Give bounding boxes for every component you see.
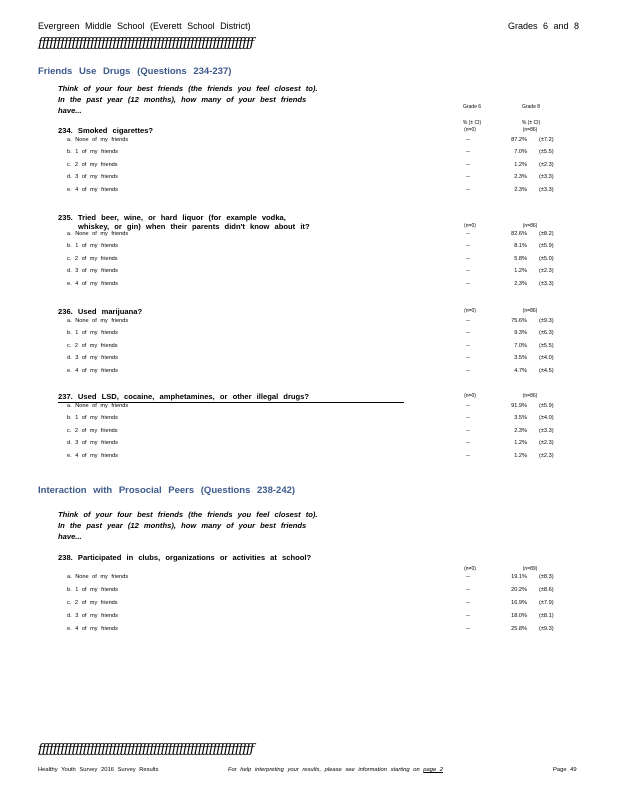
footer-help-text bbox=[228, 767, 443, 773]
grade-6-value: -- bbox=[466, 625, 470, 632]
grade-8-confidence-interval: (±2.3) bbox=[539, 268, 554, 275]
grade-8-percent: 91.9% bbox=[511, 403, 527, 409]
grade-8-percent: 2.3% bbox=[514, 280, 527, 287]
section-title-friends-use-drugs: Friends Use Drugs (Questions 234-237) bbox=[38, 66, 232, 77]
response-option-label: d. 3 of my friends bbox=[67, 612, 118, 619]
grade-6-value: -- bbox=[466, 174, 470, 181]
grade-6-value: -- bbox=[466, 268, 470, 275]
response-option-label: d. 3 of my friends bbox=[67, 440, 118, 447]
grade-8-confidence-interval: (±7.2) bbox=[539, 137, 554, 143]
response-option-label: d. 3 of my friends bbox=[67, 174, 118, 181]
sample-size-grade-6: (n=0) bbox=[464, 566, 476, 572]
grade-8-confidence-interval: (±5.5) bbox=[539, 342, 554, 349]
question-label: 235. Tried beer, wine, or hard liquor (for example vodka, bbox=[58, 213, 286, 222]
grade-6-value: -- bbox=[466, 318, 470, 324]
response-option-label: b. 1 of my friends bbox=[67, 149, 118, 156]
grade-8-percent: 18.0% bbox=[511, 612, 527, 619]
footer-help-prefix: For help interpreting your results, please see information starting on bbox=[228, 767, 424, 773]
section-intro-1: Think of your four best friends (the friends you feel closest to). In the past year (12 months), how many of your best friends have... bbox=[58, 84, 318, 115]
sample-size-grade-8: (n=86) bbox=[522, 127, 538, 133]
grade-6-value: -- bbox=[466, 342, 470, 349]
ci-label-grade-6: % (± CI) bbox=[462, 120, 482, 126]
response-option-label: d. 3 of my friends bbox=[67, 355, 118, 362]
footer-survey-title: Healthy Youth Survey 2016 Survey Results bbox=[38, 767, 159, 773]
sample-size-grade-8: (n=86) bbox=[522, 393, 538, 399]
grade-8-confidence-interval: (±5.0) bbox=[539, 255, 554, 262]
grade-8-confidence-interval: (±4.5) bbox=[539, 367, 554, 374]
grade-6-value: -- bbox=[466, 415, 470, 422]
grade-8-percent: 75.6% bbox=[511, 318, 527, 324]
ci-label-grade-8: % (± CI) bbox=[521, 120, 541, 126]
grade-6-value: -- bbox=[466, 186, 470, 193]
response-option-label: e. 4 of my friends bbox=[67, 367, 118, 374]
footer-page-number: Page 49 bbox=[553, 767, 577, 773]
grade-8-percent: 1.2% bbox=[514, 440, 527, 447]
grade-8-percent: 7.0% bbox=[514, 342, 527, 349]
grade-8-confidence-interval: (±5.5) bbox=[539, 149, 554, 156]
response-option-label: e. 4 of my friends bbox=[67, 452, 118, 459]
grade-6-value: -- bbox=[466, 255, 470, 262]
grade-6-value: -- bbox=[466, 137, 470, 143]
column-header-grade-8: Grade 8 bbox=[521, 104, 541, 110]
grade-8-percent: 2.3% bbox=[514, 186, 527, 193]
response-option-label: c. 2 of my friends bbox=[67, 255, 118, 262]
grade-8-confidence-interval: (±9.3) bbox=[539, 318, 554, 324]
school-name: Evergreen Middle School (Everett School District) bbox=[38, 21, 251, 31]
grade-6-value: -- bbox=[466, 330, 470, 337]
response-option-label: a. None of my friends bbox=[67, 137, 129, 143]
grade-8-confidence-interval: (±3.3) bbox=[539, 280, 554, 287]
sample-size-grade-6: (n=0) bbox=[464, 393, 476, 399]
grade-8-percent: 20.2% bbox=[511, 586, 527, 593]
grade-8-confidence-interval: (±3.3) bbox=[539, 186, 554, 193]
grade-8-percent: 87.2% bbox=[511, 137, 527, 143]
grade-6-value: -- bbox=[466, 355, 470, 362]
grade-8-confidence-interval: (±2.3) bbox=[539, 440, 554, 447]
grade-6-value: -- bbox=[466, 403, 470, 409]
grade-8-percent: 1.2% bbox=[514, 452, 527, 459]
grade-8-confidence-interval: (±2.3) bbox=[539, 452, 554, 459]
grade-8-confidence-interval: (±8.2) bbox=[539, 231, 554, 237]
grade-6-value: -- bbox=[466, 161, 470, 168]
grade-8-percent: 3.5% bbox=[514, 415, 527, 422]
decorative-line-top: ƒƒƒƒƒƒƒƒƒƒƒƒƒƒƒƒƒƒƒƒƒƒƒƒƒƒƒƒƒƒƒƒƒƒƒƒƒƒƒƒƒƒƒƒƒƒƒƒƒƒƒƒƒƒƒƒƒƒ bbox=[38, 36, 254, 51]
grade-8-percent: 1.2% bbox=[514, 161, 527, 168]
question-label: 234. Smoked cigarettes? bbox=[58, 126, 154, 135]
response-option-label: b. 1 of my friends bbox=[67, 330, 118, 337]
response-option-label: e. 4 of my friends bbox=[67, 280, 118, 287]
question-label: 237. Used LSD, cocaine, amphetamines, or other illegal drugs? bbox=[58, 392, 310, 401]
grades-label: Grades 6 and 8 bbox=[508, 21, 580, 31]
grade-6-value: -- bbox=[466, 280, 470, 287]
sample-size-grade-8: (n=86) bbox=[522, 308, 538, 314]
grade-8-confidence-interval: (±2.3) bbox=[539, 161, 554, 168]
grade-8-confidence-interval: (±8.3) bbox=[539, 574, 554, 580]
response-option-label: e. 4 of my friends bbox=[67, 625, 118, 632]
grade-8-percent: 2.3% bbox=[514, 174, 527, 181]
sample-size-grade-6: (n=0) bbox=[464, 127, 476, 133]
question-label-line2: whiskey, or gin) when their parents didn't know about it? bbox=[78, 222, 310, 231]
grade-8-confidence-interval: (±9.3) bbox=[539, 625, 554, 632]
response-option-label: c. 2 of my friends bbox=[67, 342, 118, 349]
section-intro-2: Think of your four best friends (the friends you feel closest to). In the past year (12 months), how many of your best friends have... bbox=[58, 510, 318, 541]
column-header-grade-6: Grade 6 bbox=[462, 104, 482, 110]
grade-8-percent: 82.6% bbox=[511, 231, 527, 237]
response-option-label: b. 1 of my friends bbox=[67, 415, 118, 422]
response-option-label: c. 2 of my friends bbox=[67, 599, 118, 606]
grade-6-value: -- bbox=[466, 243, 470, 250]
grade-8-confidence-interval: (±7.9) bbox=[539, 599, 554, 606]
grade-6-value: -- bbox=[466, 367, 470, 374]
response-option-label: b. 1 of my friends bbox=[67, 586, 118, 593]
response-option-label: a. None of my friends bbox=[67, 574, 129, 580]
grade-8-percent: 1.2% bbox=[514, 268, 527, 275]
response-option-label: c. 2 of my friends bbox=[67, 427, 118, 434]
grade-6-value: -- bbox=[466, 599, 470, 606]
grade-8-confidence-interval: (±5.9) bbox=[539, 243, 554, 250]
footer-page-link[interactable]: page 2 bbox=[423, 767, 444, 773]
grade-6-value: -- bbox=[466, 612, 470, 619]
grade-6-value: -- bbox=[466, 586, 470, 593]
grade-6-value: -- bbox=[466, 440, 470, 447]
sample-size-grade-6: (n=0) bbox=[464, 223, 476, 229]
question-label: 238. Participated in clubs, organizations or activities at school? bbox=[58, 553, 312, 562]
decorative-line-bottom: ƒƒƒƒƒƒƒƒƒƒƒƒƒƒƒƒƒƒƒƒƒƒƒƒƒƒƒƒƒƒƒƒƒƒƒƒƒƒƒƒƒƒƒƒƒƒƒƒƒƒƒƒƒƒƒƒƒƒ bbox=[38, 742, 254, 757]
grade-8-percent: 3.5% bbox=[514, 355, 527, 362]
response-option-label: a. None of my friends bbox=[67, 231, 129, 237]
response-option-label: a. None of my friends bbox=[67, 403, 129, 409]
sample-size-grade-8: (n=89) bbox=[522, 566, 538, 572]
grade-6-value: -- bbox=[466, 149, 470, 156]
response-option-label: a. None of my friends bbox=[67, 318, 129, 324]
grade-8-percent: 7.0% bbox=[514, 149, 527, 156]
grade-8-confidence-interval: (±3.3) bbox=[539, 174, 554, 181]
grade-8-percent: 19.1% bbox=[511, 574, 527, 580]
grade-8-confidence-interval: (±3.3) bbox=[539, 427, 554, 434]
grade-6-value: -- bbox=[466, 427, 470, 434]
grade-8-percent: 2.3% bbox=[514, 427, 527, 434]
grade-8-percent: 25.8% bbox=[511, 625, 527, 632]
grade-8-percent: 5.8% bbox=[514, 255, 527, 262]
grade-8-percent: 4.7% bbox=[514, 367, 527, 374]
sample-size-grade-6: (n=0) bbox=[464, 308, 476, 314]
grade-8-percent: 9.3% bbox=[514, 330, 527, 337]
grade-8-confidence-interval: (±8.6) bbox=[539, 586, 554, 593]
grade-8-percent: 8.1% bbox=[514, 243, 527, 250]
response-option-label: c. 2 of my friends bbox=[67, 161, 118, 168]
section-title-prosocial-peers: Interaction with Prosocial Peers (Questions 238-242) bbox=[38, 485, 296, 496]
response-option-label: b. 1 of my friends bbox=[67, 243, 118, 250]
grade-8-confidence-interval: (±8.1) bbox=[539, 612, 554, 619]
grade-8-confidence-interval: (±5.9) bbox=[539, 403, 554, 409]
grade-8-confidence-interval: (±4.0) bbox=[539, 415, 554, 422]
question-label: 236. Used marijuana? bbox=[58, 307, 143, 316]
grade-8-percent: 16.9% bbox=[511, 599, 527, 606]
grade-6-value: -- bbox=[466, 452, 470, 459]
grade-8-confidence-interval: (±4.0) bbox=[539, 355, 554, 362]
grade-6-value: -- bbox=[466, 574, 470, 580]
grade-6-value: -- bbox=[466, 231, 470, 237]
sample-size-grade-8: (n=86) bbox=[522, 223, 538, 229]
response-option-label: d. 3 of my friends bbox=[67, 268, 118, 275]
response-option-label: e. 4 of my friends bbox=[67, 186, 118, 193]
grade-8-confidence-interval: (±6.3) bbox=[539, 330, 554, 337]
